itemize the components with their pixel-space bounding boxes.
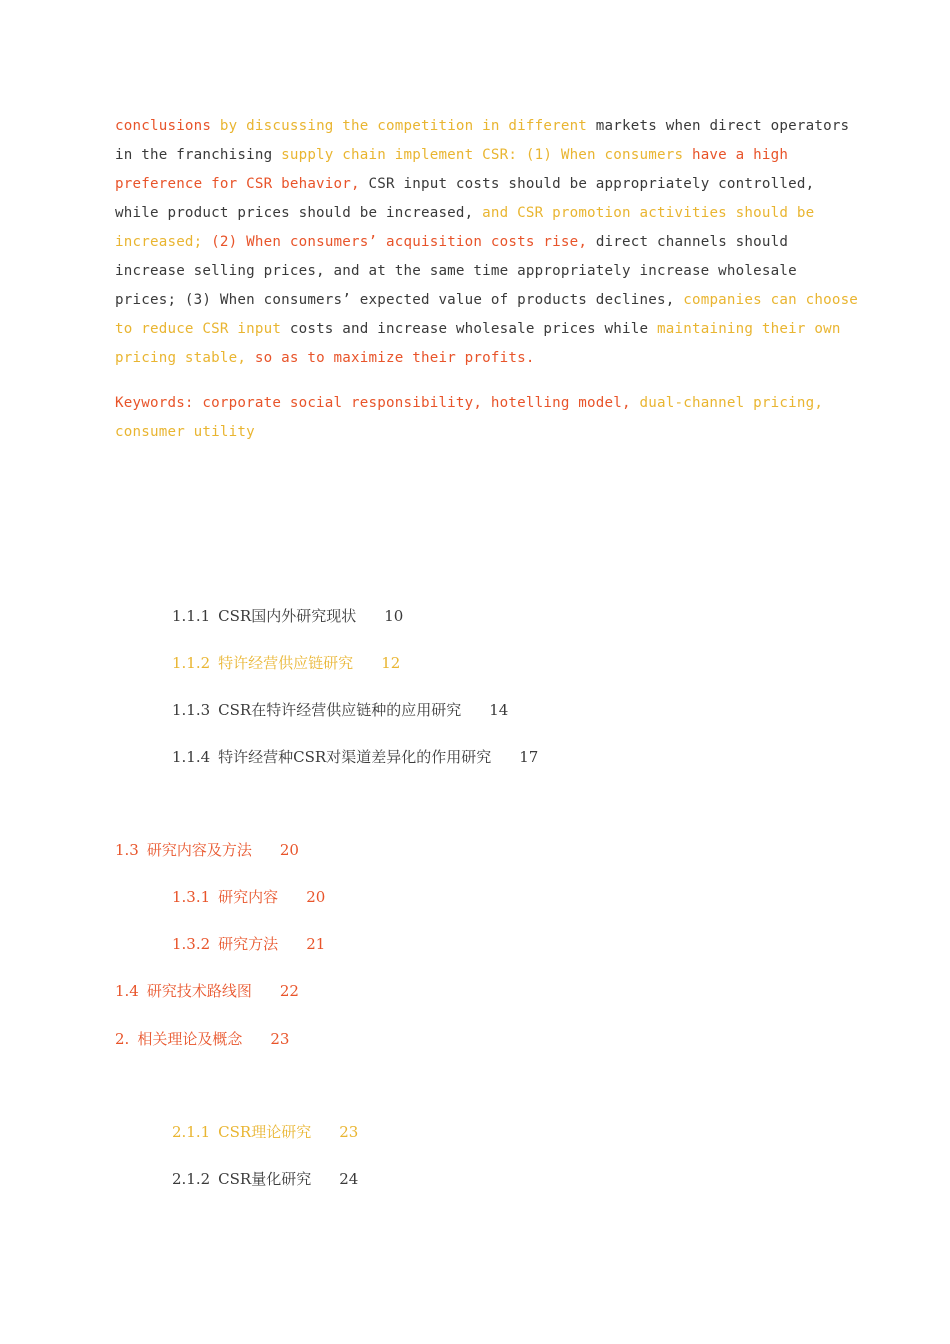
toc-entry-title: 研究方法 <box>218 935 279 953</box>
abstract-text-segment: markets when direct operators <box>595 118 850 134</box>
abstract-text-segment: (2) When consumers’ acquisition costs rise, <box>211 234 596 250</box>
abstract-text-segment: and CSR promotion activities should be <box>482 205 815 221</box>
abstract-line <box>115 344 835 373</box>
abstract-text-segment: while product prices should be increased, <box>115 205 483 221</box>
abstract-text-segment: conclusions <box>115 118 220 134</box>
toc-entry-number: 1.1.3 <box>172 701 211 719</box>
toc-entry[interactable] <box>172 746 538 767</box>
toc-entry-title: 特许经营种CSR对渠道差异化的作用研究 <box>218 748 492 766</box>
keywords-line <box>115 418 835 447</box>
toc-entry[interactable] <box>115 839 299 860</box>
toc-entry-number: 1.1.1 <box>172 607 211 625</box>
keywords-text-segment: Keywords: corporate social responsibility, hotelling model, <box>115 395 640 411</box>
abstract-text-segment: prices; (3) When consumers’ expected value of products declines, <box>115 292 684 308</box>
abstract-line <box>115 199 835 228</box>
abstract-text-segment: costs and increase wholesale prices while <box>289 321 657 337</box>
toc-entry-title: 相关理论及概念 <box>137 1030 243 1048</box>
abstract-line <box>115 170 835 199</box>
toc-entry-title: 研究内容 <box>218 888 279 906</box>
toc-entry-title: CSR国内外研究现状 <box>218 607 357 625</box>
toc-entry-page-number: 22 <box>279 982 299 1000</box>
toc-entry-page-number: 20 <box>279 841 299 859</box>
abstract-text-segment: pricing stable, <box>115 350 255 366</box>
toc-entry-title: 研究内容及方法 <box>146 841 252 859</box>
abstract-text-segment: supply chain implement CSR: (1) When consumers <box>281 147 692 163</box>
toc-entry-number: 2. <box>115 1030 130 1048</box>
toc-entry-number: 1.3 <box>115 841 139 859</box>
toc-entry-page-number: 24 <box>339 1170 359 1188</box>
toc-entry-number: 1.3.1 <box>172 888 211 906</box>
toc-entry-page-number: 20 <box>306 888 326 906</box>
abstract-text-segment: have a high <box>691 147 789 163</box>
toc-entry-page-number: 14 <box>489 701 509 719</box>
toc-entry[interactable] <box>172 1168 358 1189</box>
toc-entry-number: 2.1.1 <box>172 1123 211 1141</box>
abstract-text-segment: so as to maximize their profits. <box>254 350 535 366</box>
keywords-line <box>115 389 835 418</box>
toc-entry-title: CSR在特许经营供应链种的应用研究 <box>218 701 462 719</box>
abstract-paragraph <box>115 112 859 373</box>
toc-entry-page-number: 12 <box>381 654 401 672</box>
abstract-text-segment: preference for CSR behavior, <box>115 176 369 192</box>
toc-entry-title: CSR量化研究 <box>218 1170 312 1188</box>
toc-entry-page-number: 17 <box>519 748 539 766</box>
toc-entry-number: 2.1.2 <box>172 1170 211 1188</box>
abstract-text-segment: increased; <box>115 234 212 250</box>
abstract-line <box>115 228 835 257</box>
toc-entry[interactable] <box>115 1028 289 1049</box>
keywords-paragraph <box>115 389 835 447</box>
abstract-text-segment: companies can choose <box>683 292 859 308</box>
keywords-text-segment: dual-channel pricing, <box>639 395 824 411</box>
toc-entry-title: 特许经营供应链研究 <box>218 654 354 672</box>
toc-entry[interactable] <box>172 699 508 720</box>
toc-entry[interactable] <box>115 980 299 1001</box>
abstract-text-segment: CSR input costs should be appropriately controlled, <box>368 176 815 192</box>
toc-entry-title: CSR理论研究 <box>218 1123 312 1141</box>
toc-entry-page-number: 10 <box>384 607 404 625</box>
abstract-line <box>115 315 841 344</box>
toc-entry-page-number: 21 <box>306 935 326 953</box>
toc-entry[interactable] <box>172 1121 358 1142</box>
toc-entry[interactable] <box>172 652 400 673</box>
toc-entry-page-number: 23 <box>339 1123 359 1141</box>
abstract-line <box>115 141 835 170</box>
abstract-text-segment: maintaining their own <box>657 321 841 337</box>
abstract-text-segment: in the franchising <box>115 147 282 163</box>
abstract-text-segment: increase selling prices, and at the same time appropriately increase wholesale <box>115 263 797 279</box>
toc-entry-number: 1.3.2 <box>172 935 211 953</box>
abstract-line <box>115 286 859 315</box>
abstract-line <box>115 112 850 141</box>
abstract-line <box>115 257 835 286</box>
abstract-text-segment: to reduce CSR input <box>115 321 290 337</box>
toc-entry[interactable] <box>172 933 325 954</box>
toc-entry-title: 研究技术路线图 <box>146 982 252 1000</box>
toc-entry[interactable] <box>172 886 325 907</box>
toc-entry[interactable] <box>172 605 403 626</box>
keywords-text-segment: consumer utility <box>115 424 255 440</box>
toc-entry-number: 1.4 <box>115 982 139 1000</box>
abstract-text-segment: direct channels should <box>595 234 789 250</box>
abstract-text-segment: by discussing the competition in different <box>219 118 596 134</box>
toc-entry-number: 1.1.4 <box>172 748 211 766</box>
toc-entry-page-number: 23 <box>270 1030 290 1048</box>
toc-entry-number: 1.1.2 <box>172 654 211 672</box>
